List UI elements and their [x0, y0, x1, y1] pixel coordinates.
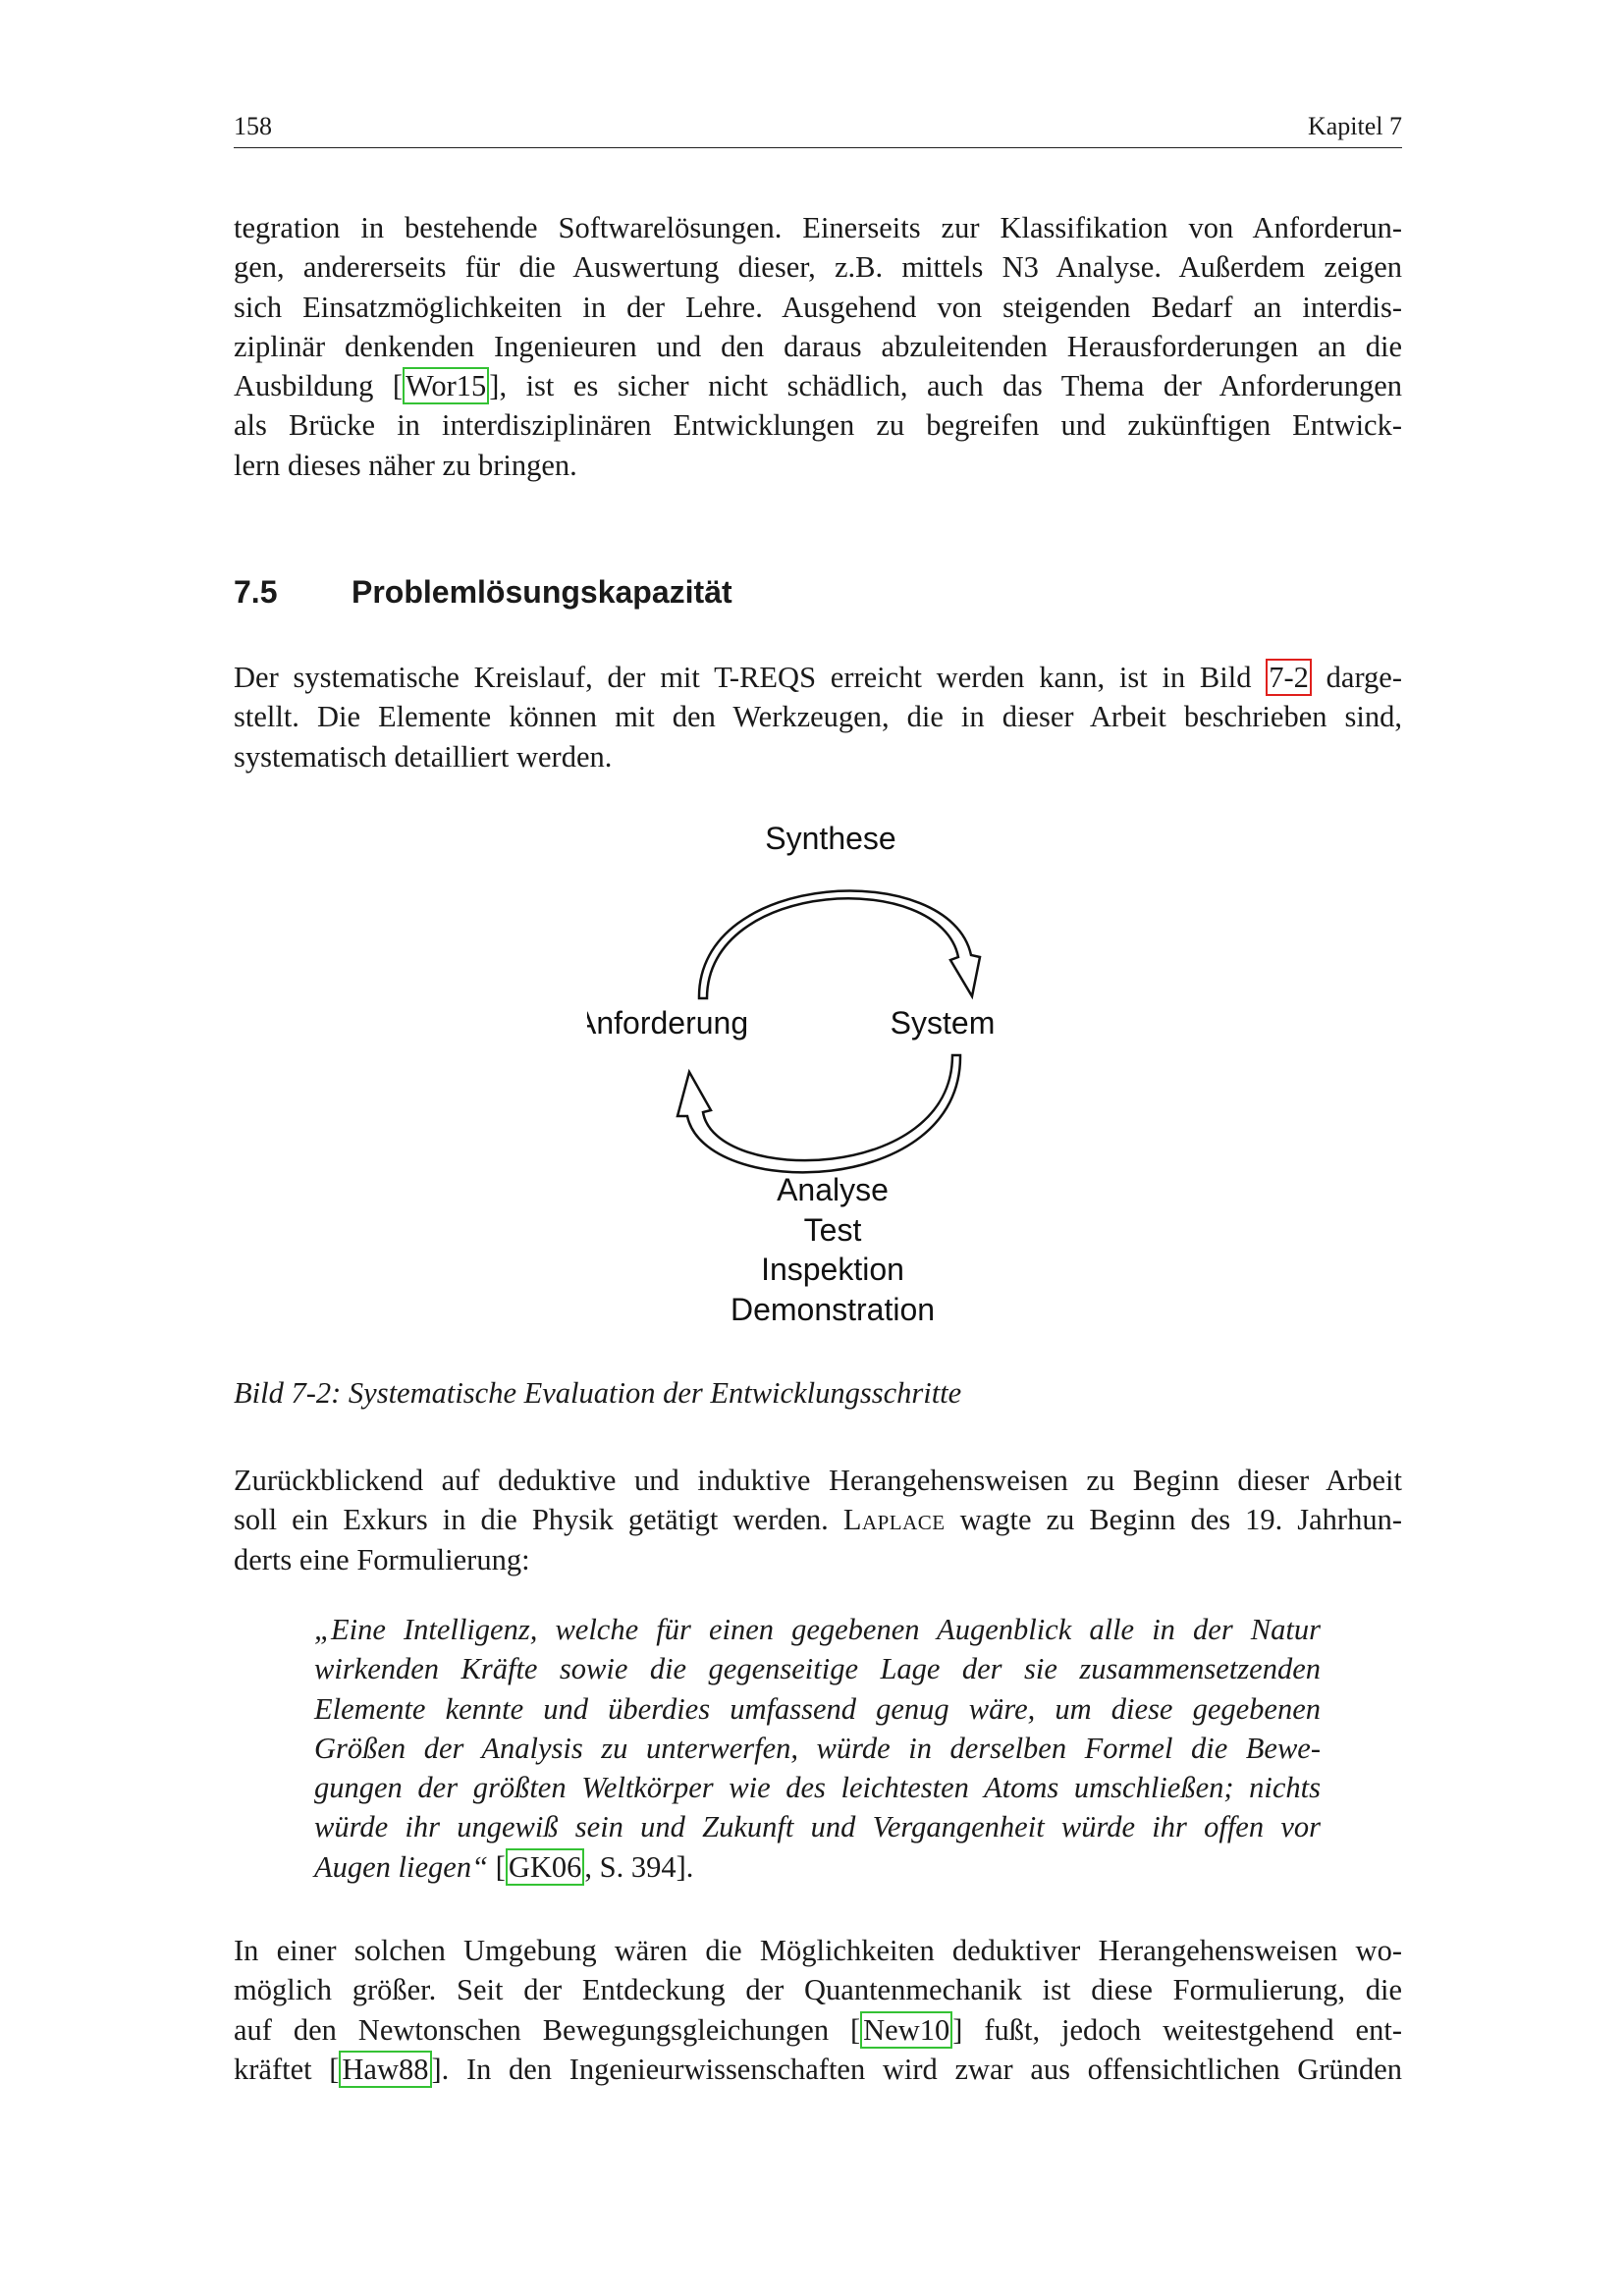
citation-link-haw88[interactable]: Haw88 [339, 2051, 431, 2088]
text-fragment: soll ein Exkurs in die Physik getätigt werden. [234, 1503, 843, 1537]
text-fragment: kräftet [ [234, 2052, 340, 2086]
person-name: Laplace [842, 1503, 946, 1537]
text-line: sich Einsatzmöglichkeiten in der Lehre. Ausgehend von steigenden Bedarf an interdis- [234, 290, 1402, 324]
text-line: gen, andererseits für die Auswertung dieser, z.B. mittels N3 Analyse. Außerdem zeigen [234, 250, 1402, 285]
label-inspektion: Inspektion [761, 1252, 904, 1287]
text-fragment: [ [488, 1849, 506, 1884]
quote-line: Größen der Analysis zu unterwerfen, würde in derselben Formel die Bewe- [314, 1731, 1321, 1765]
chapter-label: Kapitel 7 [1307, 112, 1402, 140]
block-quote [314, 1610, 1321, 1887]
text-line: lern dieses näher zu bringen. [234, 448, 577, 482]
label-demonstration: Demonstration [730, 1292, 936, 1327]
text-fragment: Augen liegen“ [314, 1849, 489, 1884]
text-line: stellt. Die Elemente können mit den Werkzeugen, die in dieser Arbeit beschrieben sind, [234, 700, 1402, 734]
quote-line: Elemente kennte und überdies umfassend genug wäre, um diese gegebenen [314, 1691, 1321, 1726]
label-system: System [890, 1005, 996, 1041]
label-analyse: Analyse [777, 1172, 889, 1207]
section-title: Problemlösungskapazität [352, 574, 732, 610]
text-fragment: darge- [1311, 661, 1403, 694]
text-fragment: auf den Newtonschen Bewegungsgleichungen [ [234, 2012, 861, 2047]
cycle-diagram [587, 820, 1058, 1350]
page-number: 158 [234, 112, 272, 140]
caption-label: Bild 7-2 [234, 1376, 332, 1410]
text-line: tegration in bestehende Softwarelösungen. Einerseits zur Klassifikation von Anforderun- [234, 211, 1402, 244]
text-line: als Brücke in interdisziplinären Entwicklungen zu begreifen und zukünftigen Entwick- [234, 408, 1402, 443]
section-number: 7.5 [234, 574, 278, 610]
quote-line [314, 1847, 1321, 1887]
text-line: In einer solchen Umgebung wären die Möglichkeiten deduktiver Herangehensweisen wo- [234, 1934, 1402, 1967]
text-fragment: Ausbildung [ [234, 369, 404, 403]
quote-line: gungen der größten Weltkörper wie des leichtesten Atoms umschließen; nichts [314, 1771, 1321, 1805]
text-line: ziplinär denkenden Ingenieuren und den daraus abzuleitenden Herausforderungen an die [234, 329, 1402, 363]
section-paragraph [234, 658, 1402, 776]
text-line [234, 1500, 1402, 1539]
text-line [234, 658, 1402, 697]
paragraph-quantum [234, 1931, 1402, 2089]
label-synthese: Synthese [765, 821, 896, 856]
citation-link-gk06[interactable]: GK06 [506, 1848, 585, 1886]
text-line: möglich größer. Seit der Entdeckung der Quantenmechanik ist diese Formulierung, die [234, 1973, 1402, 2007]
text-line: Zurückblickend auf deduktive und induktive Herangehensweisen zu Beginn dieser Arbeit [234, 1464, 1402, 1497]
text-line: derts eine Formulierung: [234, 1542, 530, 1576]
caption-text: : Systematische Evaluation der Entwicklungsschritte [331, 1376, 962, 1410]
citation-link-wor15[interactable]: Wor15 [403, 367, 489, 404]
text-fragment: ] fußt, jedoch weitestgehend ent- [952, 2012, 1402, 2047]
figure-caption [234, 1376, 961, 1411]
quote-line: würde ihr ungewiß sein und Zukunft und Vergangenheit würde ihr offen vor [314, 1810, 1321, 1844]
quote-line: „Eine Intelligenz, welche für einen gegebenen Augenblick alle in der Natur [314, 1613, 1321, 1646]
text-line [234, 366, 1402, 405]
text-fragment: wagte zu Beginn des 19. Jahrhun- [945, 1503, 1402, 1537]
text-fragment: Der systematische Kreislauf, der mit T-REQS erreicht werden kann, ist in Bild [234, 661, 1267, 694]
running-head [234, 112, 1402, 148]
cycle-figure [587, 820, 1058, 1350]
arrow-lower [677, 1055, 960, 1172]
figure-reference-link[interactable]: 7-2 [1266, 659, 1312, 696]
label-test: Test [803, 1212, 862, 1248]
section-heading [234, 574, 732, 611]
text-fragment: ], ist es sicher nicht schädlich, auch das Thema der Anforderungen [489, 369, 1402, 403]
text-line: systematisch detailliert werden. [234, 739, 613, 774]
paragraph-laplace [234, 1461, 1402, 1579]
quote-line: wirkenden Kräfte sowie die gegenseitige Lage der sie zusammensetzenden [314, 1652, 1321, 1686]
citation-link-new10[interactable]: New10 [860, 2011, 952, 2049]
text-fragment: , S. 394]. [584, 1849, 694, 1884]
intro-paragraph [234, 208, 1402, 485]
text-line [234, 2050, 1402, 2089]
text-line [234, 2010, 1402, 2050]
text-fragment: ]. In den Ingenieurwissenschaften wird zwar aus offensichtlichen Gründen [431, 2052, 1402, 2086]
label-anforderung: Anforderung [587, 1005, 749, 1041]
arrow-upper [699, 891, 980, 998]
